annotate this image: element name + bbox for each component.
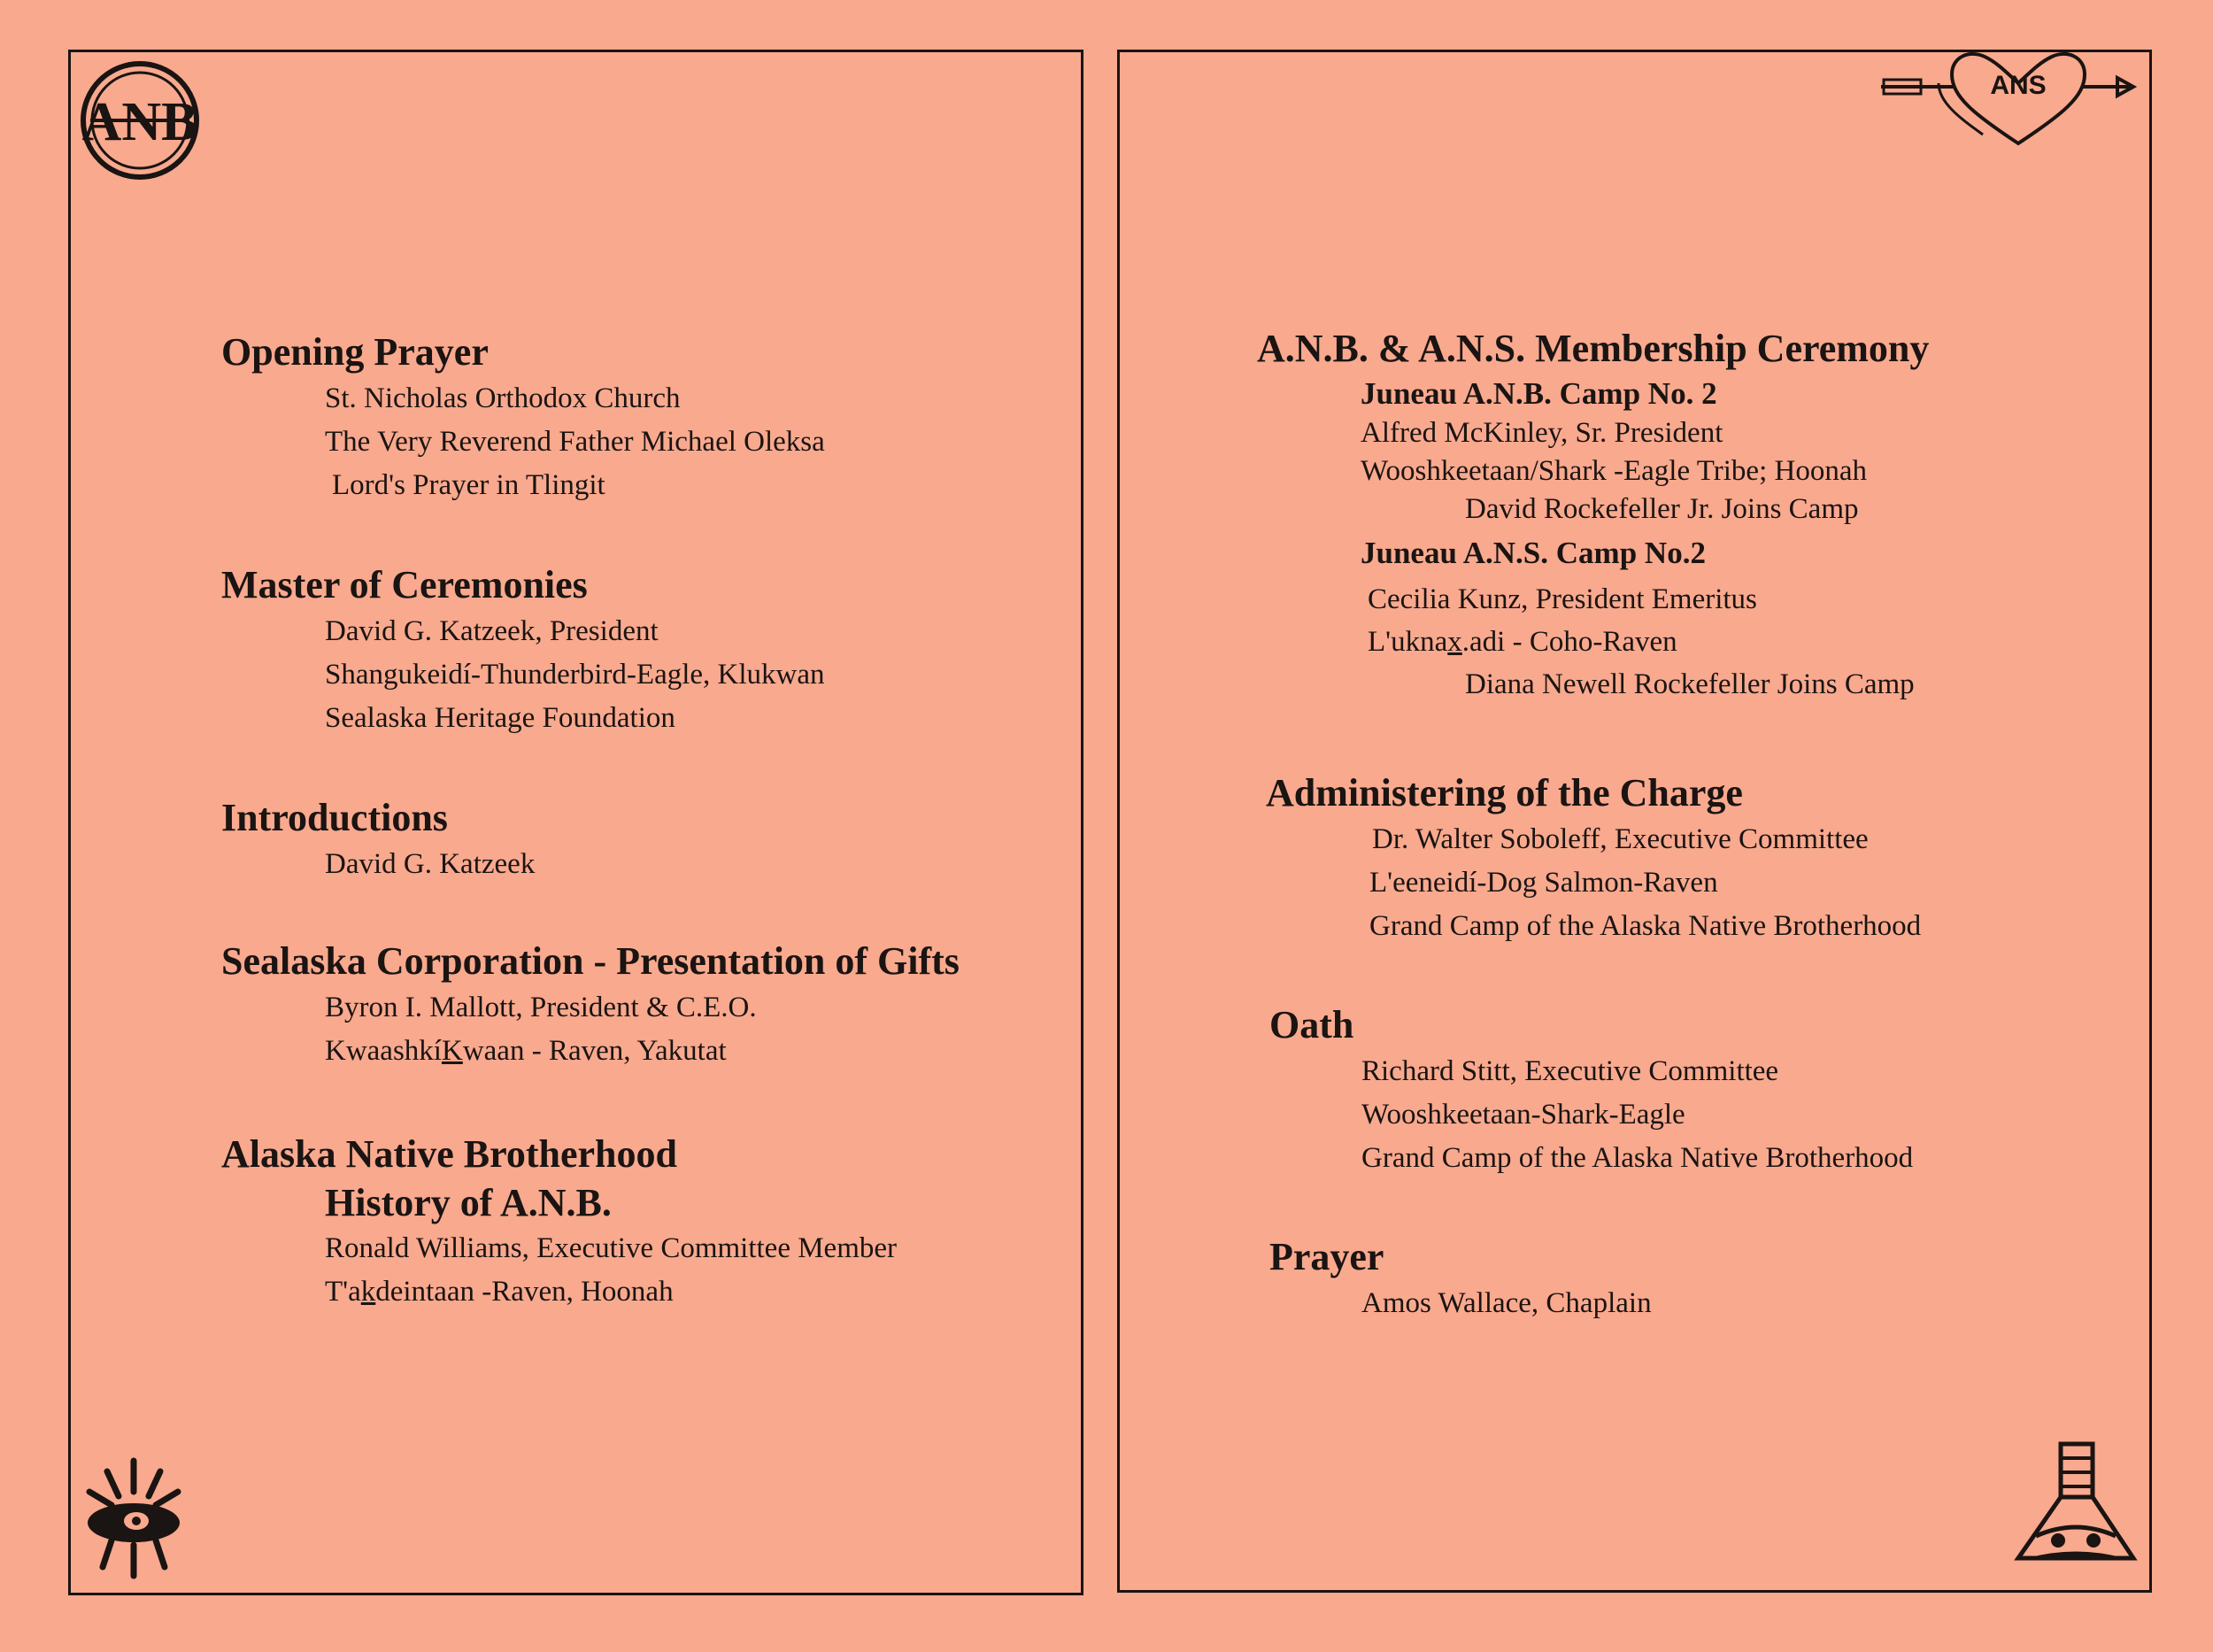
camp-subheading: Juneau A.N.B. Camp No. 2	[1361, 376, 1717, 411]
section-master-of-ceremonies	[221, 560, 825, 740]
program-line: David G. Katzeek	[325, 848, 536, 880]
program-line: Grand Camp of the Alaska Native Brotherhood	[1369, 910, 1922, 942]
section-membership-ceremony	[1257, 324, 1929, 706]
section-anb-history	[221, 1130, 897, 1314]
section-introductions	[221, 793, 535, 886]
section-subheading: History of A.N.B.	[325, 1181, 612, 1224]
program-line: L'uknax.adi - Coho-Raven	[1368, 626, 1677, 658]
program-line: Shangukeidí-Thunderbird-Eagle, Klukwan	[325, 659, 825, 691]
program-line: Dr. Walter Soboleff, Executive Committee	[1372, 823, 1869, 855]
program-line: KwaashkíKwaan - Raven, Yakutat	[325, 1035, 727, 1067]
section-heading: A.N.B. & A.N.S. Membership Ceremony	[1257, 327, 1930, 370]
section-administering-charge	[1266, 768, 1921, 948]
program-line: Cecilia Kunz, President Emeritus	[1368, 583, 1757, 615]
program-line: Ronald Williams, Executive Committee Member	[325, 1232, 898, 1264]
program-line: St. Nicholas Orthodox Church	[325, 382, 681, 414]
program-line: L'eeneidí-Dog Salmon-Raven	[1369, 867, 1718, 899]
section-prayer	[1269, 1232, 1652, 1325]
section-heading: Prayer	[1269, 1235, 1384, 1278]
section-heading: Master of Ceremonies	[221, 563, 588, 606]
section-heading: Alaska Native Brotherhood	[221, 1132, 677, 1176]
program-line: Wooshkeetaan-Shark-Eagle	[1361, 1099, 1685, 1131]
clan-hat-totem-icon	[2009, 1439, 2142, 1571]
svg-text:ANB: ANB	[81, 92, 198, 152]
program-line: Richard Stitt, Executive Committee	[1361, 1055, 1779, 1087]
section-heading: Sealaska Corporation - Presentation of Gifts	[221, 939, 960, 983]
ans-hearts-logo	[1877, 48, 2142, 154]
program-line: Sealaska Heritage Foundation	[325, 702, 675, 734]
program-line: Amos Wallace, Chaplain	[1361, 1287, 1652, 1319]
program-line: Lord's Prayer in Tlingit	[332, 469, 605, 501]
program-line: Alfred McKinley, Sr. President	[1361, 417, 1723, 449]
program-line: Byron I. Mallott, President & C.E.O.	[325, 992, 757, 1023]
program-line: Grand Camp of the Alaska Native Brotherhood	[1361, 1142, 1914, 1174]
program-line: Wooshkeetaan/Shark -Eagle Tribe; Hoonah	[1361, 455, 1867, 487]
program-line: The Very Reverend Father Michael Oleksa	[325, 426, 825, 458]
section-sealaska-gifts	[221, 937, 960, 1073]
anb-seal-logo	[78, 58, 202, 182]
section-heading: Opening Prayer	[221, 330, 489, 374]
program-line: David G. Katzeek, President	[325, 615, 659, 647]
program-line: Diana Newell Rockefeller Joins Camp	[1465, 668, 1915, 700]
section-heading: Oath	[1269, 1003, 1354, 1046]
svg-text:ANS: ANS	[1990, 71, 2047, 100]
section-opening-prayer	[221, 328, 825, 507]
thunderbird-sun-icon	[76, 1452, 191, 1585]
program-line: David Rockefeller Jr. Joins Camp	[1465, 493, 1859, 525]
section-heading: Administering of the Charge	[1266, 771, 1743, 814]
section-oath	[1269, 1000, 1913, 1180]
section-heading: Introductions	[221, 796, 448, 839]
camp-subheading: Juneau A.N.S. Camp No.2	[1361, 536, 1706, 570]
program-line: T'akdeintaan -Raven, Hoonah	[325, 1276, 674, 1308]
